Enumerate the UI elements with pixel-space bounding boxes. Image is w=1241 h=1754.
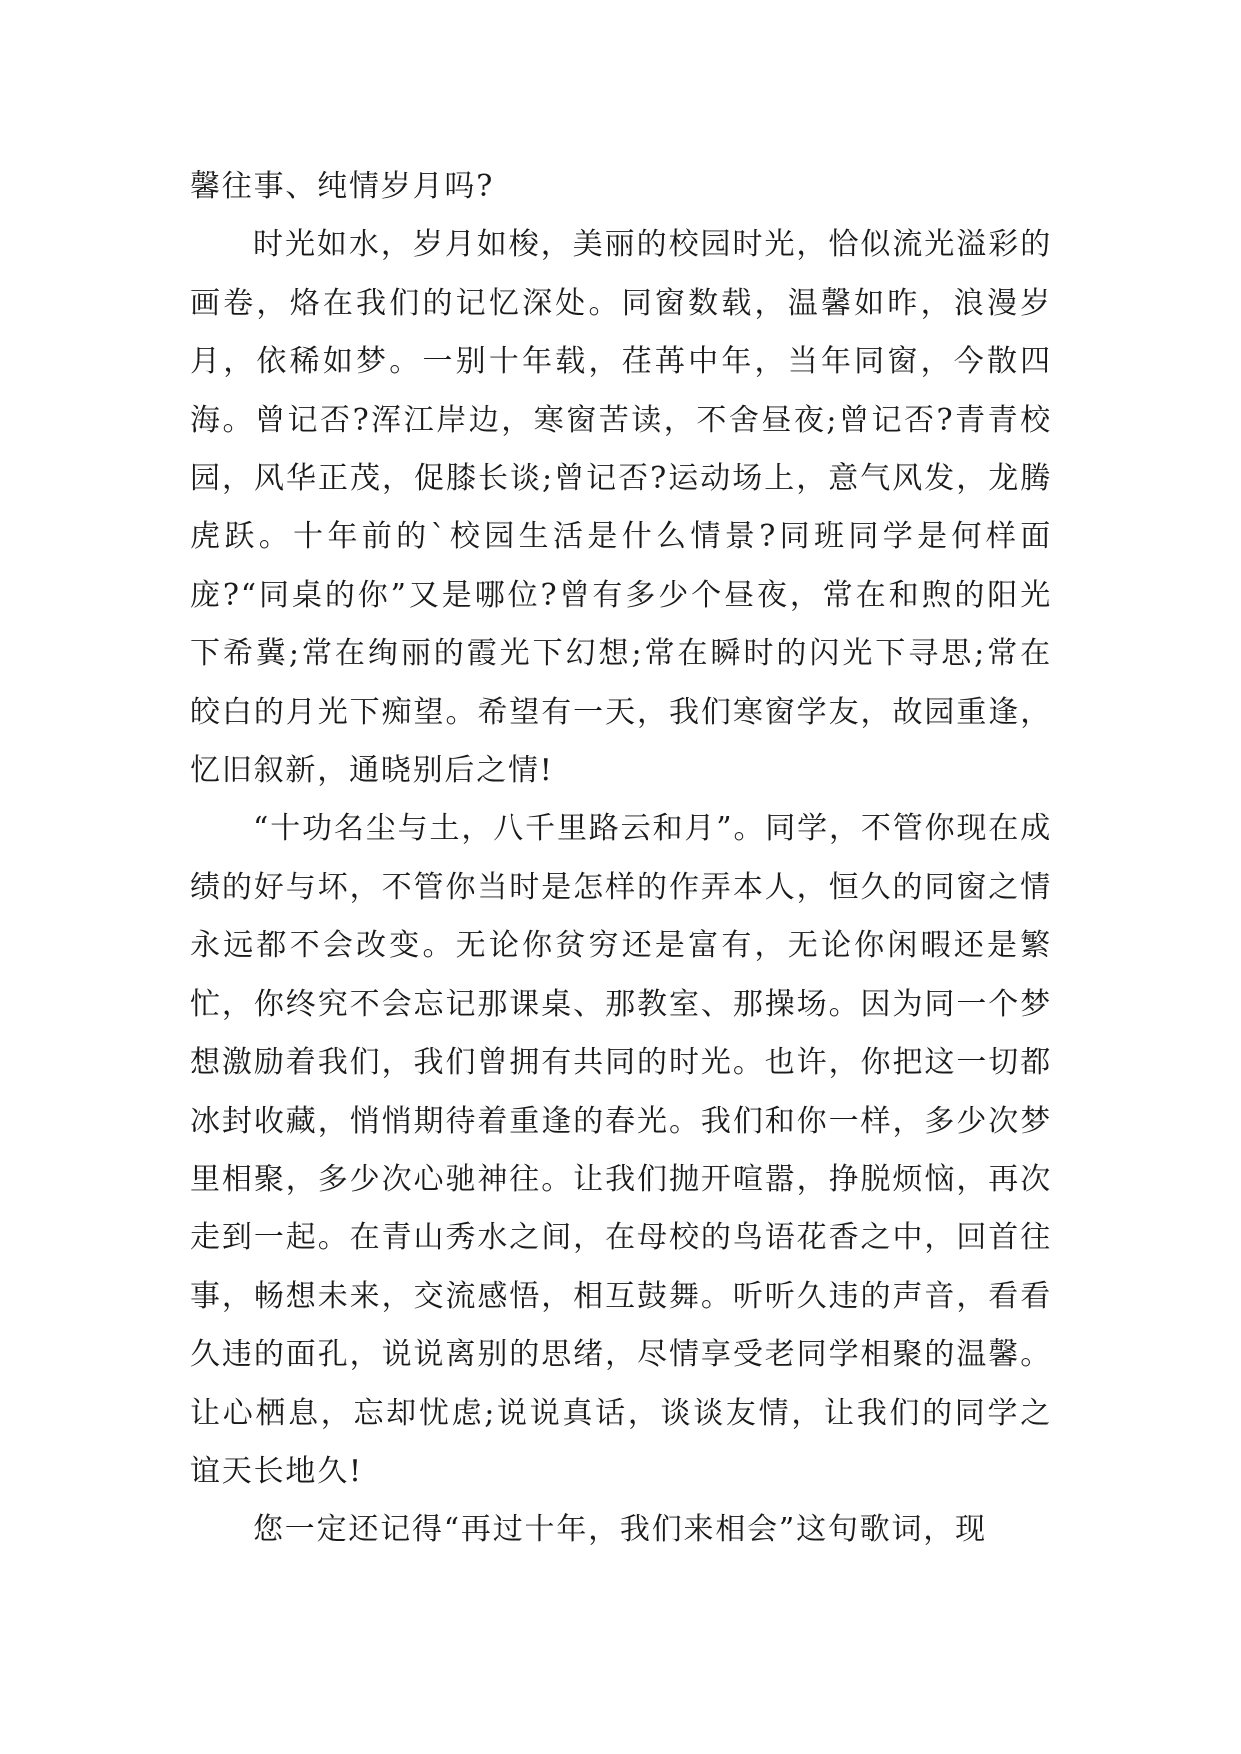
body-text (190, 158, 1052, 1560)
paragraph-friendship: “十功名尘与土，八千里路云和月”。同学，不管你现在成绩的好与坏，不管你当时是怎样的作弄本人，恒久的同窗之情永远都不会改变。无论你贫穷还是富有，无论你闲暇还是繁忙，你终究不会忘记那课桌、那教室、那操场。因为同一个梦想激励着我们，我们曾拥有共同的时光。也许，你把这一切都冰封收藏，悄悄期待着重逢的春光。我们和你一样，多少次梦里相聚，多少次心驰神往。让我们抛开喧嚣，挣脱烦恼，再次走到一起。在青山秀水之间，在母校的鸟语花香之中，回首往事，畅想未来，交流感悟，相互鼓舞。听听久违的声音，看看久违的面孔，说说离别的思绪，尽情享受老同学相聚的温馨。让心栖息，忘却忧虑;说说真话，谈谈友情，让我们的同学之谊天长地久! (190, 811, 1052, 1489)
paragraph-reunion-song: 您一定还记得“再过十年，我们来相会”这句歌词，现 (253, 1512, 987, 1548)
paragraph-continuation: 馨往事、纯情岁月吗? (190, 169, 495, 204)
paragraph-campus-memories: 时光如水，岁月如梭，美丽的校园时光，恰似流光溢彩的画卷，烙在我们的记忆深处。同窗数载，温馨如昨，浪漫岁月，依稀如梦。一别十年载，荏苒中年，当年同窗，今散四海。曾记否?浑江岸边，寒窗苦读，不舍昼夜;曾记否?青青校园，风华正茂，促膝长谈;曾记否?运动场上，意气风发，龙腾虎跃。十年前的`校园生活是什么情景?同班同学是何样面庞?“同桌的你”又是哪位?曾有多少个昼夜，常在和煦的阳光下希冀;常在绚丽的霞光下幻想;常在瞬时的闪光下寻思;常在皎白的月光下痴望。希望有一天，我们寒窗学友，故园重逢，忆旧叙新，通晓别后之情! (190, 227, 1052, 789)
